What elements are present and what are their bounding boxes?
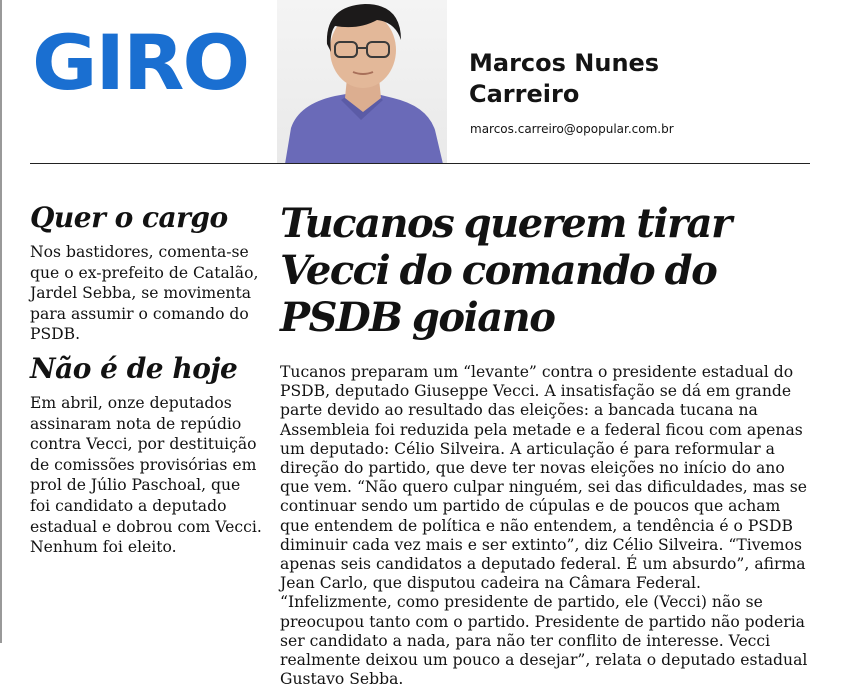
- article-headline: Tucanos querem tirar Vecci do comando do PSDB goiano: [280, 200, 731, 341]
- author-name: Marcos Nunes Carreiro: [469, 49, 660, 108]
- sidebar-item-text: Nos bastidores, comenta-se que o ex-prefeito de Catalão, Jardel Sebba, se movimenta para assumir o comando do PSDB.: [30, 243, 259, 344]
- author-portrait-illustration: [277, 0, 447, 164]
- article-body: Tucanos preparam um “levante” contra o presidente estadual do PSDB, deputado Giuseppe Vecci. A insatisfação se dá em grande parte devido ao resultado das eleições: a bancada tucana na Assembleia foi reduzida pela metade e a federal ficou com apenas um deputado: Célio Silveira. A articulação é para reformular a direção do partido, que deve ter novas eleições no início do ano que vem. “Não quero culpar ninguém, sei das dificuldades, mas se continuar sendo um partido de cúpulas e de poucos que acham que entendem de política e não entendem, a tendência é o PSDB diminuir cada vez mais e ser extinto”, diz Célio Silveira. “Tivemos apenas seis candidatos a deputado federal. É um absurdo”, afirma Jean Carlo, que disputou cadeira na Câmara Federal. “Infelizmente, como presidente de partido, ele (Vecci) não se preocupou tanto com o partido. Presidente de partido não poderia ser candidato a nada, para não ter conflito de interesse. Vecci realmente deixou um pouco a desejar”, relata o deputado estadual Gustavo Sebba.: [280, 363, 808, 689]
- sidebar-item-nao-e-de-hoje: [30, 351, 262, 558]
- header-divider: [30, 163, 810, 164]
- author-photo: [277, 0, 447, 164]
- column-logo: GIRO: [32, 18, 249, 107]
- sidebar-item-title: Quer o cargo: [30, 201, 228, 234]
- sidebar-item-quer-o-cargo: [30, 200, 262, 345]
- sidebar-item-text: Em abril, onze deputados assinaram nota de repúdio contra Vecci, por destituição de comissões provisórias em prol de Júlio Paschoal, que foi candidato a deputado estadual e dobrou com Vecci. Nenhum foi eleito.: [30, 393, 262, 557]
- column-masthead: [0, 0, 854, 165]
- sidebar-item-title: Não é de hoje: [30, 351, 238, 385]
- author-email: marcos.carreiro@opopular.com.br: [470, 122, 674, 136]
- main-article: [280, 200, 810, 689]
- sidebar-notes: [30, 200, 262, 558]
